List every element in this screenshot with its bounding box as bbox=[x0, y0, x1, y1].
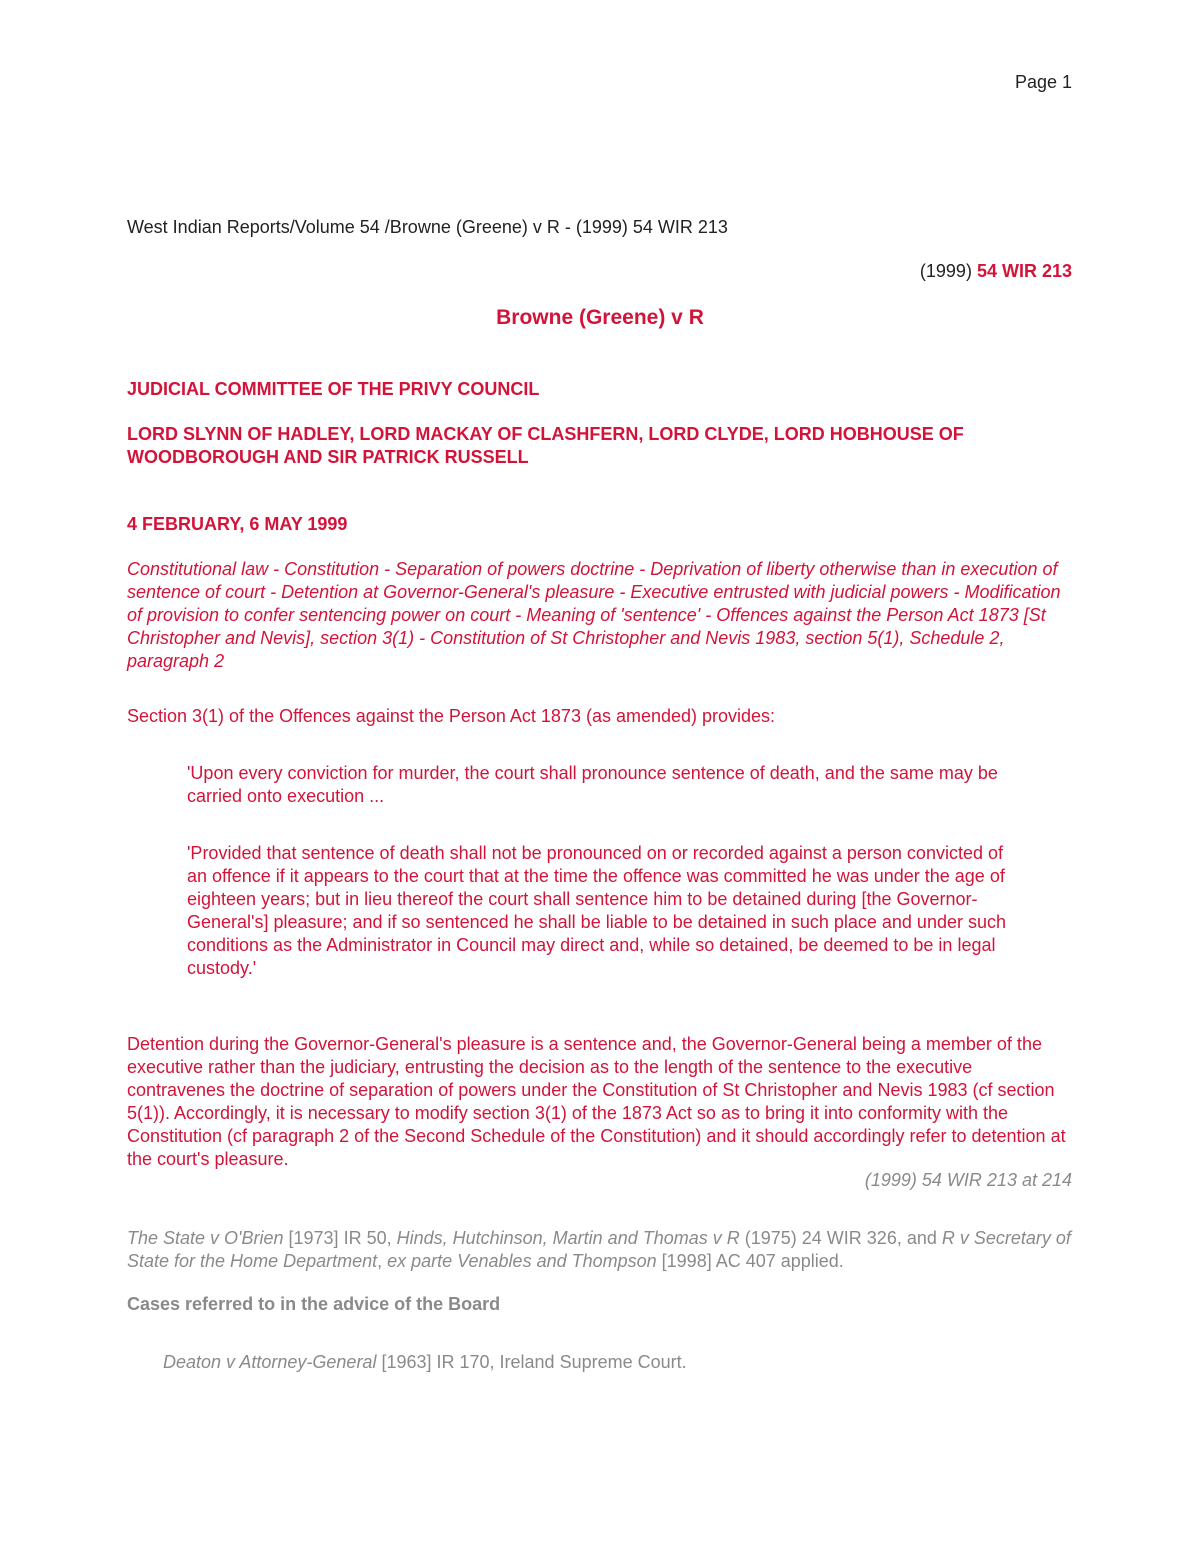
case-separator: , bbox=[377, 1251, 388, 1271]
headnote-holding: Detention during the Governor-General's pleasure is a sentence and, the Governor-General being a member of the executive rather than the judiciary, entrusting the decision as to the length of the sentence to the executive contravenes the doctrine of separation of powers under the Constitution of St Christopher and Nevis 1983 (cf section 5(1)). Accordingly, it is necessary to modify section 3(1) of the 1873 Act so as to bring it into conformity with the Constitution (cf paragraph 2 of the Second Schedule of the Constitution) and it should accordingly refer to detention at the court's pleasure. bbox=[127, 1034, 1066, 1169]
case-name: Hinds, Hutchinson, Martin and Thomas v R bbox=[396, 1228, 740, 1248]
page-reference: (1999) 54 WIR 213 at 214 bbox=[864, 1170, 1072, 1190]
court-name: JUDICIAL COMMITTEE OF THE PRIVY COUNCIL bbox=[127, 379, 540, 399]
case-name: Deaton v Attorney-General bbox=[163, 1352, 377, 1372]
citation-year: (1999) bbox=[919, 261, 972, 281]
case-citation: [1963] IR 170, Ireland Supreme Court. bbox=[376, 1352, 687, 1372]
case-referred-item bbox=[163, 1351, 687, 1374]
page-number: Page 1 bbox=[1014, 72, 1072, 92]
cases-applied bbox=[127, 1227, 1075, 1273]
statute-quote-proviso: 'Provided that sentence of death shall not be pronounced on or recorded against a person convicted of an offence if it appears to the court that at the time the offence was committed he was under the age of eighteen years; but in lieu thereof the court shall sentence him to be detained during [the Governor-General's] pleasure; and if so sentenced he shall be liable to be detained in such place and under such conditions as the Administrator in Council may direct and, while so detained, be deemed to be in legal custody.' bbox=[187, 843, 1006, 978]
statute-quote: 'Upon every conviction for murder, the court shall pronounce sentence of death, and the same may be carried onto execution ... bbox=[187, 763, 998, 806]
hearing-dates: 4 FEBRUARY, 6 MAY 1999 bbox=[127, 514, 348, 534]
citation-ref: 54 WIR 213 bbox=[976, 261, 1072, 281]
case-name: ex parte Venables and Thompson bbox=[387, 1251, 657, 1271]
case-name: R v Secretary of State for the Home Department bbox=[127, 1228, 1071, 1271]
case-title: Browne (Greene) v R bbox=[496, 306, 704, 329]
judges: LORD SLYNN OF HADLEY, LORD MACKAY OF CLASHFERN, LORD CLYDE, LORD HOBHOUSE OF WOODBOROUGH AND SIR PATRICK RUSSELL bbox=[127, 424, 964, 467]
case-citation: [1973] IR 50, bbox=[283, 1228, 397, 1248]
case-citation: (1975) 24 WIR 326, and bbox=[739, 1228, 942, 1248]
provision-intro: Section 3(1) of the Offences against the Person Act 1873 (as amended) provides: bbox=[127, 706, 776, 726]
case-citation: [1998] AC 407 applied. bbox=[656, 1251, 844, 1271]
source-line: West Indian Reports/Volume 54 /Browne (Greene) v R - (1999) 54 WIR 213 bbox=[127, 217, 728, 237]
catchwords: Constitutional law - Constitution - Separation of powers doctrine - Deprivation of liberty otherwise than in execution of sentence of court - Detention at Governor-General's pleasure - Executive entrusted with judicial powers - Modification of provision to confer sentencing power on court - Meaning of 'sentence' - Offences against the Person Act 1873 [St Christopher and Nevis], section 3(1) - Constitution of St Christopher and Nevis 1983, section 5(1), Schedule 2, paragraph 2 bbox=[127, 559, 1061, 671]
case-name: The State v O'Brien bbox=[127, 1228, 284, 1248]
citation-line bbox=[920, 260, 1072, 283]
cases-referred-heading: Cases referred to in the advice of the Board bbox=[127, 1294, 501, 1314]
